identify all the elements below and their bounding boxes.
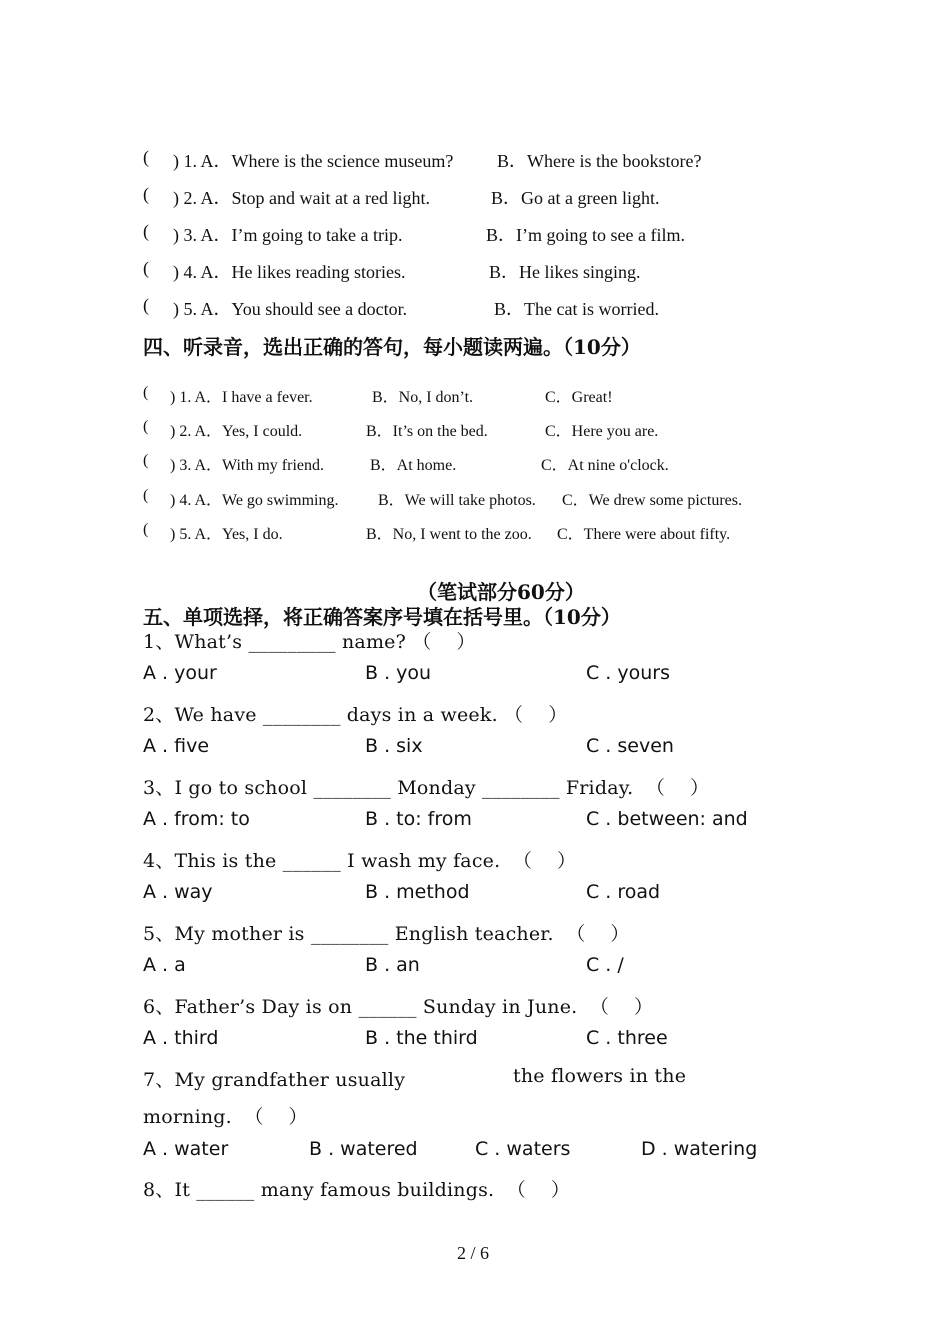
answer-paren[interactable]: ( xyxy=(143,258,149,278)
choice-a[interactable]: A . way xyxy=(143,881,213,903)
option-c: C．At nine o'clock. xyxy=(541,457,669,474)
question-text-cont: the flowers in the xyxy=(513,1065,687,1087)
page-number: 2 / 6 xyxy=(457,1243,490,1263)
answer-paren[interactable]: ( xyxy=(143,221,149,241)
question-text: 4、This is the ______ I wash my face. （ ） xyxy=(143,850,577,872)
question-text: 2、We have ________ days in a week. （ ） xyxy=(143,704,568,726)
option-a: ) 2. A．Stop and wait at a red light. xyxy=(173,188,430,208)
option-a: ) 3. A．With my friend. xyxy=(170,457,325,474)
option-b: B．Where is the bookstore? xyxy=(497,151,702,171)
choice-c[interactable]: C . yours xyxy=(586,662,671,684)
choice-a[interactable]: A . your xyxy=(143,662,217,684)
choice-b[interactable]: B . the third xyxy=(365,1027,478,1049)
choice-c[interactable]: C . seven xyxy=(586,735,674,757)
answer-paren[interactable]: ( xyxy=(143,147,149,167)
choice-a[interactable]: A . water xyxy=(143,1138,229,1160)
question-text: 6、Father’s Day is on ______ Sunday in June. （ ） xyxy=(143,996,654,1018)
choice-a[interactable]: A . a xyxy=(143,954,186,976)
section4-heading: 四、听录音，选出正确的答句，每小题读两遍。（10分） xyxy=(143,335,641,359)
option-b: B．I’m going to see a film. xyxy=(486,225,685,245)
option-a: ) 5. A．You should see a doctor. xyxy=(173,299,408,319)
option-a: ) 4. A．We go swimming. xyxy=(170,492,339,509)
question-text: 7、My grandfather usually xyxy=(143,1069,406,1091)
question-text: 8、It ______ many famous buildings. （ ） xyxy=(143,1179,571,1201)
choice-a[interactable]: A . five xyxy=(143,735,210,757)
option-b: B．We will take photos. xyxy=(378,492,536,509)
choice-c[interactable]: C . three xyxy=(586,1027,668,1049)
section5-heading: 五、单项选择，将正确答案序号填在括号里。（10分） xyxy=(143,605,621,629)
answer-paren[interactable]: ( xyxy=(143,184,149,204)
option-b: B．At home. xyxy=(370,457,457,474)
choice-c[interactable]: C . road xyxy=(586,881,661,903)
written-part-title: （笔试部分60分） xyxy=(417,580,585,604)
answer-paren[interactable]: ( xyxy=(143,295,149,315)
choice-b[interactable]: B . you xyxy=(365,662,432,684)
option-b: B．The cat is worried. xyxy=(494,299,659,319)
option-a: ) 5. A．Yes, I do. xyxy=(170,526,283,543)
choice-c[interactable]: C . waters xyxy=(475,1138,571,1160)
answer-paren[interactable]: ( xyxy=(143,418,149,435)
question-text: 1、What’s _________ name? （ ） xyxy=(143,631,476,653)
option-b: B．No, I went to the zoo. xyxy=(366,526,532,543)
choice-c[interactable]: C . between: and xyxy=(586,808,748,830)
question-text: 5、My mother is ________ English teacher. （ ） xyxy=(143,923,630,945)
choice-b[interactable]: B . watered xyxy=(309,1138,418,1160)
choice-b[interactable]: B . method xyxy=(365,881,470,903)
choice-c[interactable]: C . / xyxy=(586,954,624,976)
question-text-cont: morning. （ ） xyxy=(143,1106,308,1128)
question-text: 3、I go to school ________ Monday ________ Friday. （ ） xyxy=(143,777,710,799)
choice-a[interactable]: A . third xyxy=(143,1027,219,1049)
choice-b[interactable]: B . to: from xyxy=(365,808,472,830)
option-a: ) 4. A．He likes reading stories. xyxy=(173,262,406,282)
answer-paren[interactable]: ( xyxy=(143,521,149,538)
answer-paren[interactable]: ( xyxy=(143,487,149,504)
option-a: ) 1. A．Where is the science museum? xyxy=(173,151,454,171)
option-b: B．He likes singing. xyxy=(489,262,641,282)
answer-paren[interactable]: ( xyxy=(143,384,149,401)
option-b: B．No, I don’t. xyxy=(372,389,474,406)
option-b: B．It’s on the bed. xyxy=(366,423,488,440)
option-a: ) 1. A．I have a fever. xyxy=(170,389,313,406)
choice-a[interactable]: A . from: to xyxy=(143,808,250,830)
option-c: C．Great! xyxy=(545,389,613,406)
choice-b[interactable]: B . an xyxy=(365,954,420,976)
option-c: C．We drew some pictures. xyxy=(562,492,743,509)
option-c: C．Here you are. xyxy=(545,423,659,440)
option-a: ) 3. A．I’m going to take a trip. xyxy=(173,225,403,245)
choice-b[interactable]: B . six xyxy=(365,735,423,757)
option-b: B．Go at a green light. xyxy=(491,188,660,208)
choice-d[interactable]: D . watering xyxy=(641,1138,758,1160)
option-c: C．There were about fifty. xyxy=(557,526,731,543)
option-a: ) 2. A．Yes, I could. xyxy=(170,423,303,440)
answer-paren[interactable]: ( xyxy=(143,452,149,469)
